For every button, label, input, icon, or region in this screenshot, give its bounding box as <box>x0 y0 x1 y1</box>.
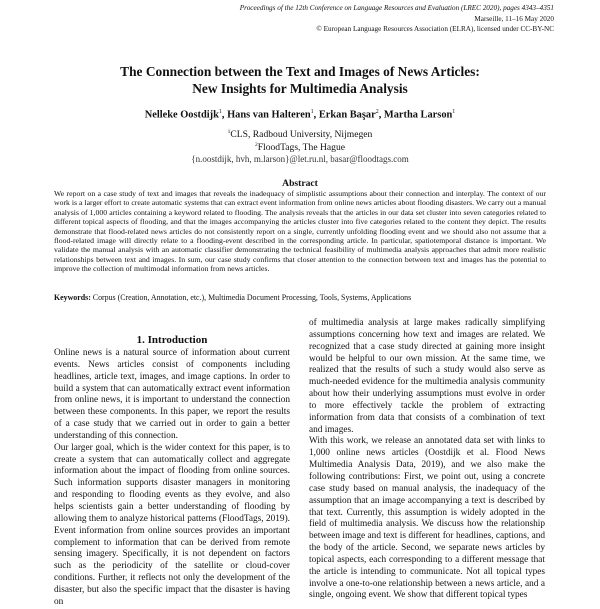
intro-paragraph-1: Online news is a natural source of information about current events. News articles consist of components including headlines, article text, images, and image captions. In order to build a system that can automatically extract event information from online news, it is important to understand the connection between these components. In this paper, we report the results of a case study that we carried out in order to gain a better understanding of this connection. <box>54 348 290 441</box>
venue-line: Marseille, 11–16 May 2020 <box>474 14 554 23</box>
paper-title <box>40 64 560 97</box>
author-affil-mark: 1 <box>452 109 456 115</box>
author-name: Nelleke Oostdijk <box>144 109 219 121</box>
affiliation-1 <box>40 127 560 140</box>
abstract-text: We report on a case study of text and images that reveals the inadequacy of simplistic assumptions about their connection and interplay. The context of our work is a larger effort to create automatic systems that can extract event information from online news articles about flooding disasters. We carry out a manual analysis of 1,000 articles containing a keyword related to flooding. The analysis reveals that the articles in our data set cluster into seven categories related to different topical aspects of flooding, and that the images accompanying the articles cluster into five categories related to the content they depict. The results demonstrate that flood-related news articles do not consistently report on a single, currently unfolding flooding event and we should also not assume that a flood-related image will directly relate to a flooding-event described in the corresponding article. In particular, spatiotemporal distance is important. We validate the manual analysis with an automatic classifier demonstrating the technical feasibility of multimedia analysis approaches that admit more realistic relationships between text and images. In sum, our case study confirms that closer attention to the connection between text and images has the potential to improve the collection of multimodal information from news articles. <box>54 189 546 274</box>
affiliations <box>40 127 560 165</box>
affiliation-text: FloodTags, The Hague <box>257 142 346 154</box>
keywords-text: Corpus (Creation, Annotation, etc.), Multimedia Document Processing, Tools, Systems, Applications <box>90 293 412 302</box>
title-line-2: New Insights for Multimedia Analysis <box>192 80 408 96</box>
keywords <box>54 293 546 303</box>
author-affil-mark: 1 <box>310 109 314 115</box>
author-affil-mark: 2 <box>375 109 379 115</box>
author-name: Hans van Halteren <box>227 109 311 121</box>
right-column <box>309 318 545 602</box>
proceedings-header <box>224 3 554 35</box>
affiliation-text: CLS, Radboud University, Nijmegen <box>230 129 373 141</box>
author-affil-mark: 1 <box>218 109 222 115</box>
intro-paragraph-2: Our larger goal, which is the wider context for this paper, is to create a system that can automatically collect and aggregate information about the impact of flooding from online sources. Such information supports disaster managers in monitoring and responding to flooding events as they evolve, and also helps scientists gain a better understanding of flooding by allowing them to analyze historical patterns (FloodTags, 2019). Event information from online sources provides an important complement to information that can be derived from remote sensing imagery. Specifically, it is not dependent on factors such as the periodicity of the satellite or cloud-cover conditions. Further, it reflects not only the development of the disaster, but also the specific impact that the disaster is having on <box>54 442 290 607</box>
intro-paragraph-4: With this work, we release an annotated data set with links to 1,000 online news articles (Oostdijk et al. Flood News Multimedia Analysis Data, 2019), and we also make the following contributions: First, we point out, using a concrete case study based on manual analysis, the inadequacy of the assumption that an image accompanying a text is described by that text. Currently, this assumption is widely adopted in the field of multimedia analysis. We discuss how the relationship between image and text is different for headlines, captions, and the body of the article. Second, we separate news articles by topical aspects, each corresponding to a different message that the article is intending to communicate. Not all topical types involve a one-to-one relationship between a news article, and a single, ongoing event. We show that different topical types <box>309 436 545 601</box>
proceedings-line: Proceedings of the 12th Conference on Language Resources and Evaluation (LREC 2020), pages 4343–4351 <box>239 4 554 12</box>
introduction-heading: 1. Introduction <box>136 334 208 346</box>
keywords-label: Keywords: <box>54 293 91 302</box>
title-line-1: The Connection between the Text and Images of News Articles: <box>120 64 480 79</box>
author-name: Martha Larson <box>383 109 453 121</box>
author-list: Nelleke Oostdijk$^1$, Hans van Halteren$^1$, Erkan Başar$^2$, Martha Larson$^1$ <box>144 109 456 121</box>
license-line: © European Language Resources Association (ELRA), licensed under CC-BY-NC <box>316 25 554 34</box>
affil-mark: 1 <box>227 129 231 135</box>
affiliation-2 <box>40 140 560 153</box>
left-column <box>54 348 290 609</box>
intro-paragraph-3: of multimedia analysis at large makes radically simplifying assumptions concerning how text and images are related. We recognized that a case study directed at gaining more insight would be helpful to our own mission. At the same time, we realized that the results of such a study would also serve as much-needed evidence for the multimedia analysis community about how their underlying assumptions must evolve in order to more effectively tackle the problem of extracting information from data that consists of a combination of text and images. <box>309 318 545 435</box>
author-name: Erkan Başar <box>318 109 376 121</box>
abstract-heading: Abstract <box>282 178 318 189</box>
affil-mark: 2 <box>254 142 258 149</box>
author-emails: {n.oostdijk, hvh, m.larson}@let.ru.nl, basar@floodtags.com <box>191 153 409 164</box>
